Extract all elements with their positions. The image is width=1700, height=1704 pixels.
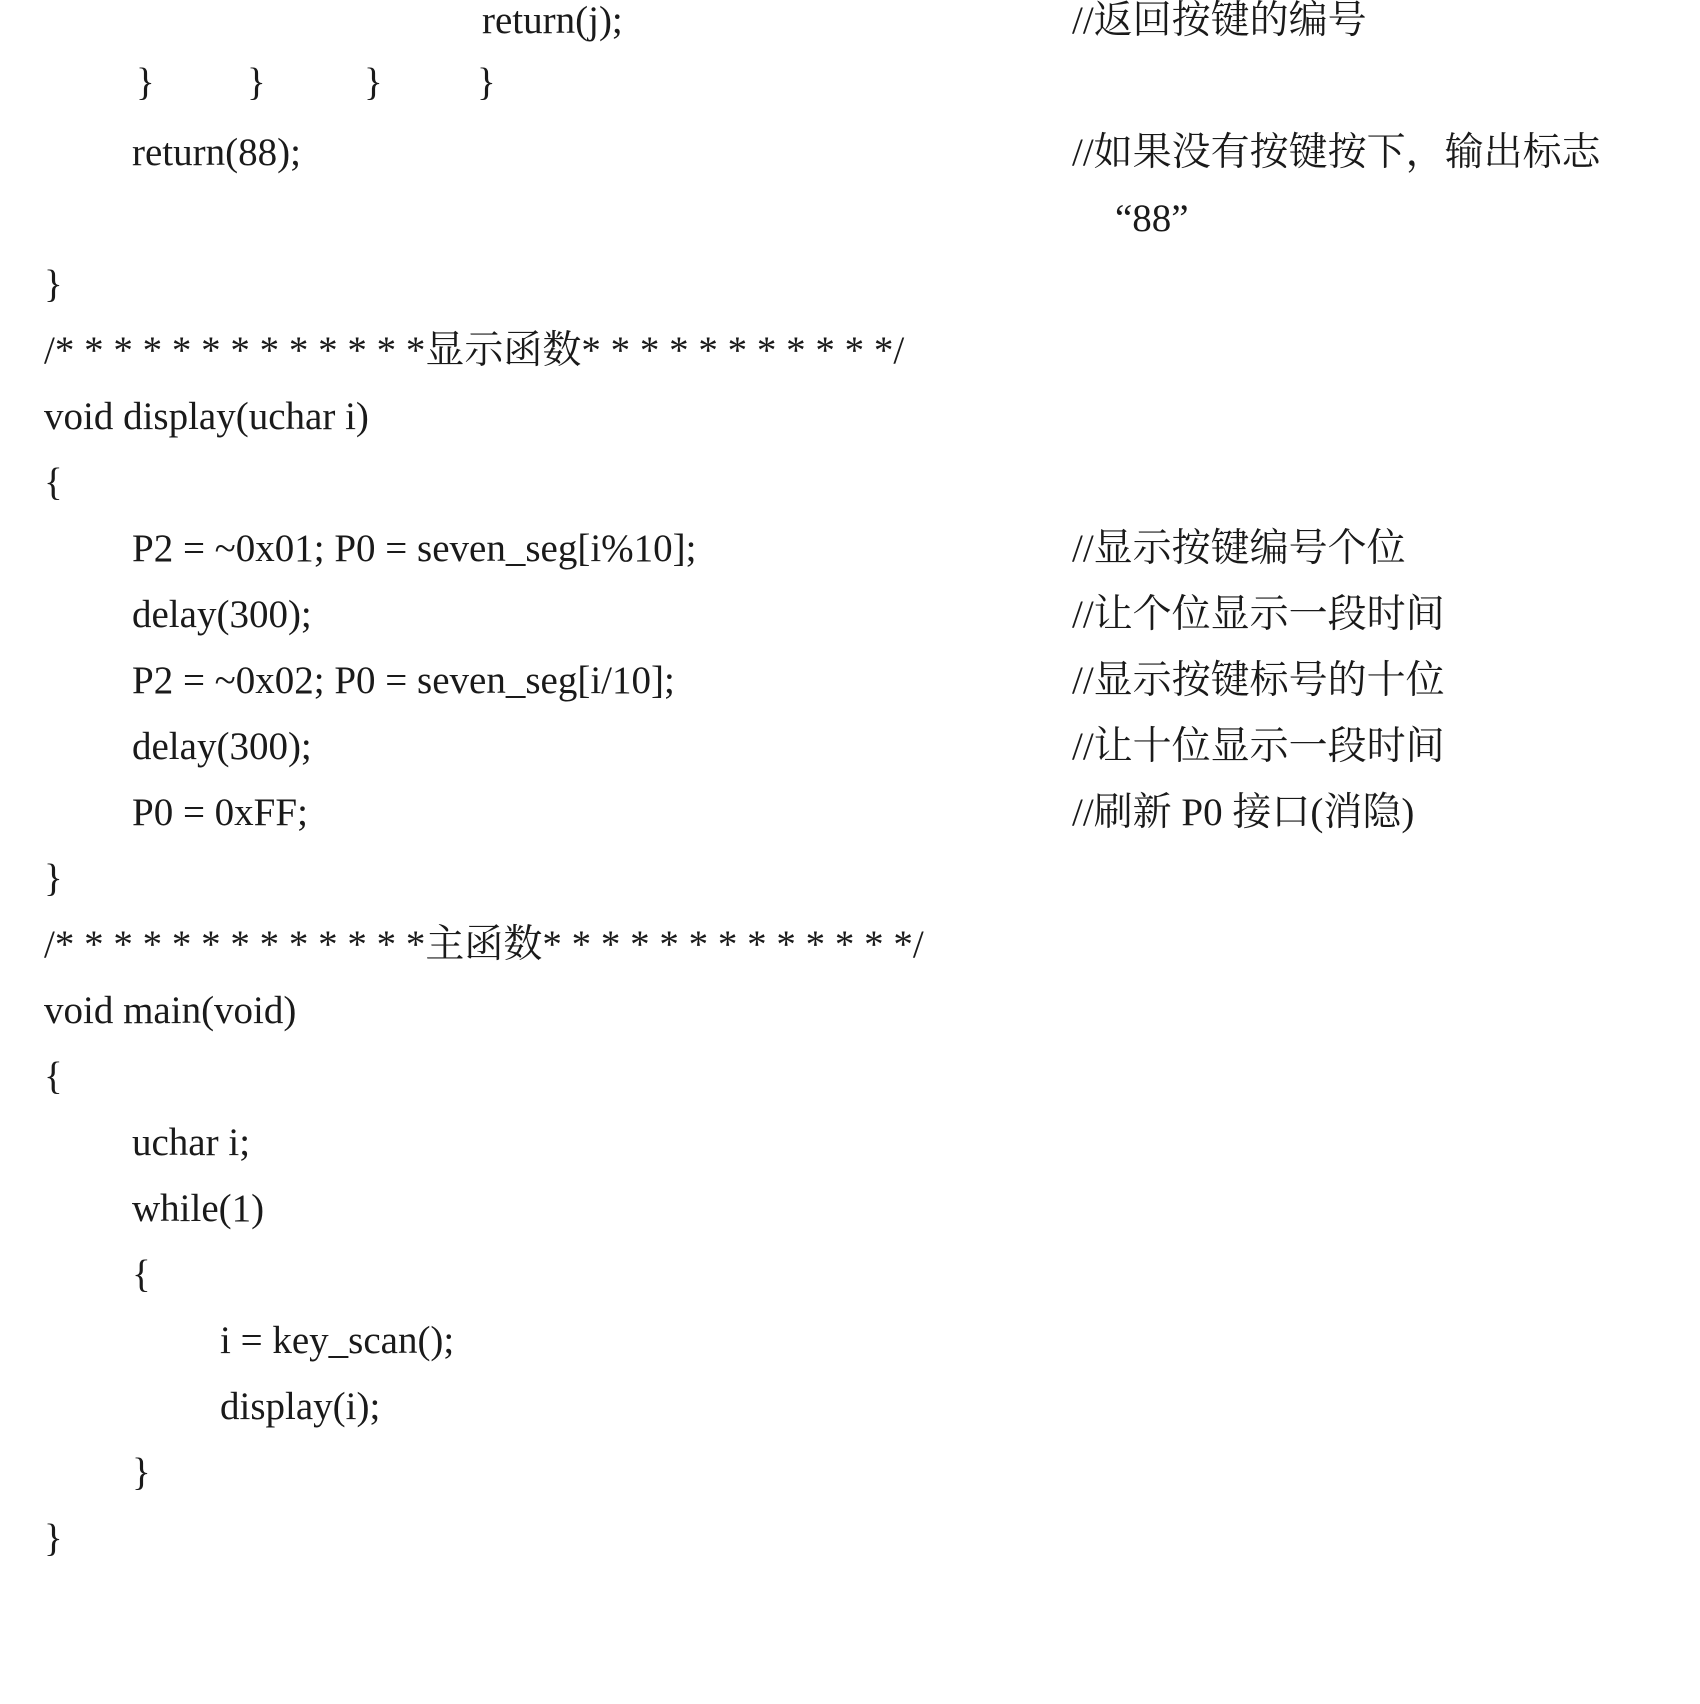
code-line <box>0 1374 1700 1440</box>
comment-continuation-line <box>0 186 1700 252</box>
code-text: display(i); <box>220 1385 381 1428</box>
code-line <box>0 252 1700 318</box>
code-text: delay(300); <box>132 593 312 636</box>
code-line <box>0 1440 1700 1506</box>
code-line <box>0 582 1700 648</box>
code-text: { <box>44 1055 63 1098</box>
code-line <box>0 384 1700 450</box>
code-text: return(j); <box>482 0 623 42</box>
code-text: } <box>44 857 63 900</box>
code-line <box>0 450 1700 516</box>
code-line <box>0 1308 1700 1374</box>
code-text: /* * * * * * * * * * * * *主函数* * * * * * * * * * * * */ <box>44 923 924 966</box>
closing-brace: } <box>247 61 266 104</box>
code-line <box>0 120 1700 186</box>
closing-brace: } <box>136 61 155 104</box>
code-text: delay(300); <box>132 725 312 768</box>
code-text: P0 = 0xFF; <box>132 791 308 834</box>
code-comment-continuation: “88” <box>1115 197 1189 240</box>
code-comment: //让十位显示一段时间 <box>1072 725 1445 768</box>
code-text: i = key_scan(); <box>220 1319 455 1362</box>
code-line <box>0 780 1700 846</box>
code-text: void display(uchar i) <box>44 395 369 438</box>
code-line <box>0 516 1700 582</box>
code-line <box>0 846 1700 912</box>
code-line <box>0 1242 1700 1308</box>
code-line <box>0 648 1700 714</box>
section-divider-comment <box>0 318 1700 384</box>
code-text: P2 = ~0x02; P0 = seven_seg[i/10]; <box>132 659 675 702</box>
code-line <box>0 978 1700 1044</box>
code-text: while(1) <box>132 1187 265 1230</box>
code-text: } <box>44 1517 63 1560</box>
code-text: return(88); <box>132 131 301 174</box>
code-text: /* * * * * * * * * * * * *显示函数* * * * * * * * * * */ <box>44 329 905 372</box>
code-text: } <box>132 1451 151 1494</box>
code-line <box>0 714 1700 780</box>
closing-braces-line <box>0 50 1700 116</box>
code-text: } <box>44 263 63 306</box>
code-comment: //显示按键标号的十位 <box>1072 659 1445 702</box>
code-line <box>0 1044 1700 1110</box>
code-line <box>0 0 1700 54</box>
code-line <box>0 1176 1700 1242</box>
code-text: uchar i; <box>132 1121 251 1164</box>
code-line <box>0 1506 1700 1572</box>
code-comment: //如果没有按键按下，输出标志 <box>1072 131 1601 174</box>
section-divider-comment <box>0 912 1700 978</box>
code-comment: //显示按键编号个位 <box>1072 527 1406 570</box>
code-comment: //刷新 P0 接口(消隐) <box>1072 791 1415 834</box>
closing-brace: } <box>477 61 496 104</box>
code-text: { <box>132 1253 151 1296</box>
code-comment: //返回按键的编号 <box>1072 0 1367 42</box>
code-text: P2 = ~0x01; P0 = seven_seg[i%10]; <box>132 527 697 570</box>
code-text: void main(void) <box>44 989 297 1032</box>
code-text: { <box>44 461 63 504</box>
code-line <box>0 1110 1700 1176</box>
closing-brace: } <box>364 61 383 104</box>
code-comment: //让个位显示一段时间 <box>1072 593 1445 636</box>
